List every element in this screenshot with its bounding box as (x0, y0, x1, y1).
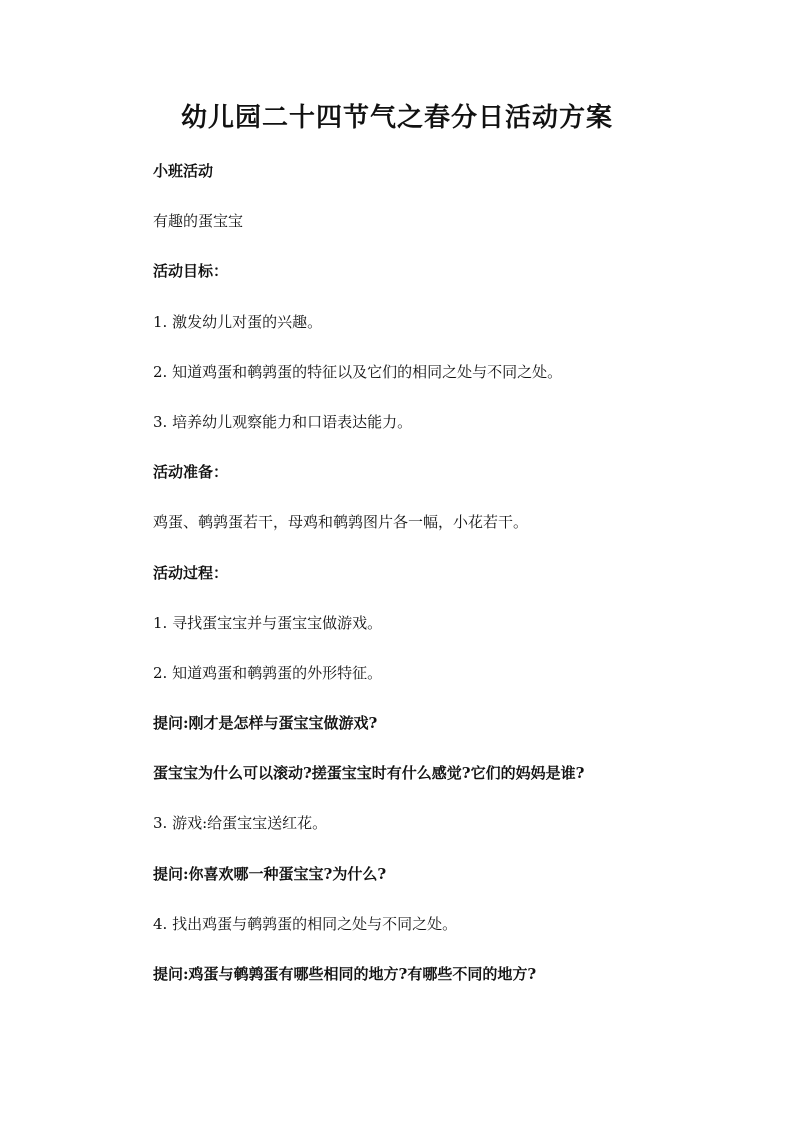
paragraph-line: 3. 培养幼儿观察能力和口语表达能力。 (153, 412, 413, 431)
paragraph-line: 2. 知道鸡蛋和鹌鹑蛋的特征以及它们的相同之处与不同之处。 (153, 362, 563, 381)
paragraph-line: 提问:鸡蛋与鹌鹑蛋有哪些相同的地方?有哪些不同的地方? (153, 965, 537, 983)
paragraph-line: 活动准备： (153, 463, 229, 482)
paragraph-line: 1. 激发幼儿对蛋的兴趣。 (153, 312, 323, 331)
paragraph-line: 4. 找出鸡蛋与鹌鹑蛋的相同之处与不同之处。 (153, 914, 458, 933)
paragraph-line: 提问:刚才是怎样与蛋宝宝做游戏? (153, 714, 378, 733)
paragraph-line: 活动过程： (153, 563, 229, 582)
paragraph-line: 提问:你喜欢哪一种蛋宝宝?为什么? (153, 864, 387, 883)
paragraph-line: 1. 寻找蛋宝宝并与蛋宝宝做游戏。 (153, 613, 383, 632)
paragraph-line: 鸡蛋、鹌鹑蛋若干，母鸡和鹌鹑图片各一幅，小花若干。 (153, 513, 529, 532)
paragraph-line: 活动目标： (153, 262, 229, 281)
paragraph-line: 3. 游戏:给蛋宝宝送红花。 (153, 814, 328, 833)
document-body (153, 157, 673, 1010)
document-title: 幼儿园二十四节气之春分日活动方案 (180, 103, 613, 133)
paragraph-line: 2. 知道鸡蛋和鹌鹑蛋的外形特征。 (153, 663, 383, 682)
paragraph-line: 有趣的蛋宝宝 (153, 212, 244, 231)
paragraph-line: 小班活动 (153, 162, 214, 180)
paragraph-line: 蛋宝宝为什么可以滚动?搓蛋宝宝时有什么感觉?它们的妈妈是谁? (153, 764, 585, 783)
